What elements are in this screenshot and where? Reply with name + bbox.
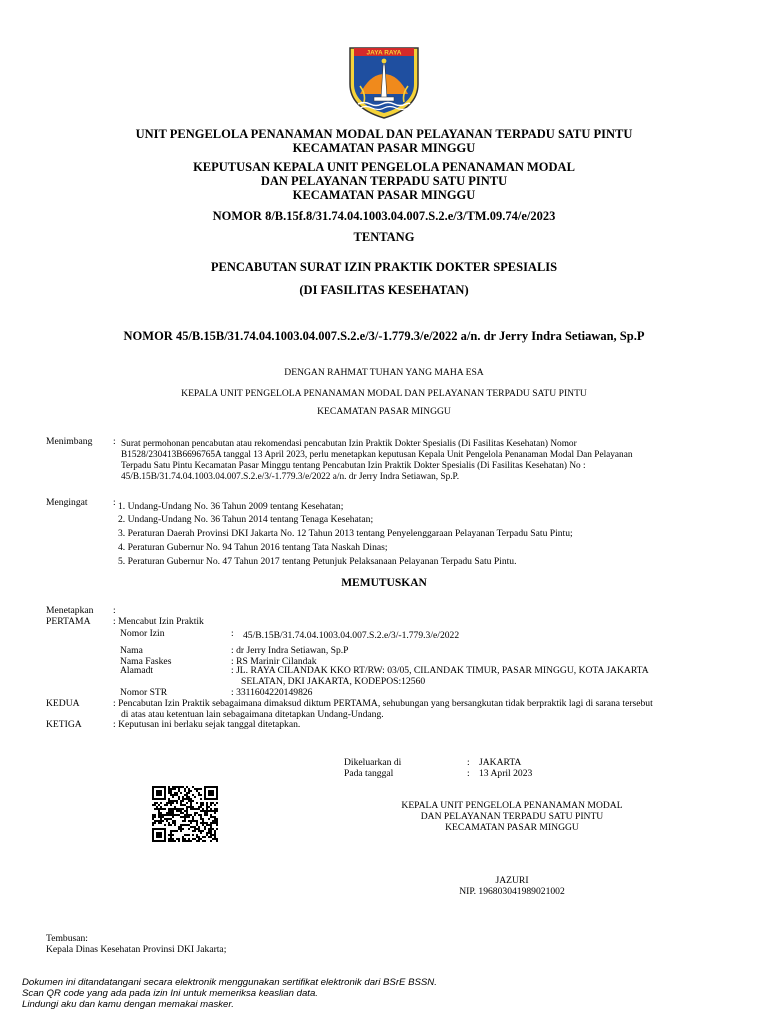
pertama-value: : Mencabut Izin Praktik (113, 616, 204, 627)
kedua-label: KEDUA (46, 698, 80, 709)
tembusan-label: Tembusan: (46, 933, 88, 944)
mengingat-item: 5. Peraturan Gubernur No. 47 Tahun 2017 tentang Petunjuk Pelaksanaan Pelayanan Terpadu Satu Pintu. (118, 556, 517, 567)
signatory-name: JAZURI (495, 875, 529, 886)
mengingat-colon: : (113, 497, 116, 508)
issued-date-colon: : (467, 768, 470, 779)
reference-number: NOMOR 45/B.15B/31.74.04.1003.04.007.S.2.e/3/-1.779.3/e/2022 a/n. dr Jerry Indra Setiawan, Sp.P (123, 329, 645, 343)
kepala-line1: KEPALA UNIT PENGELOLA PENANAMAN MODAL DAN PELAYANAN TERPADU SATU PINTU (181, 388, 587, 399)
menimbang-label: Menimbang (46, 436, 93, 447)
signature-title-line2: DAN PELAYANAN TERPADU SATU PINTU (420, 811, 604, 822)
mengingat-item: 1. Undang-Undang No. 36 Tahun 2009 tentang Kesehatan; (118, 501, 344, 512)
menetapkan-label: Menetapkan (46, 605, 94, 616)
mengingat-item: 3. Peraturan Daerah Provinsi DKI Jakarta No. 12 Tahun 2013 tentang Penyelenggaraan Pelayanan Terpadu Satu Pintu; (118, 528, 573, 539)
kedua-value-line1: : Pencabutan Izin Praktik sebagaimana dimaksud diktum PERTAMA, sehubungan yang bersangkutan tidak berpraktik lagi di sarana tersebut (113, 698, 653, 709)
issued-place-value: JAKARTA (479, 757, 522, 768)
alamat-value-line2: SELATAN, DKI JAKARTA, KODEPOS:12560 (241, 676, 426, 687)
issued-date-label: Pada tanggal (344, 768, 394, 779)
menimbang-line2: B1528/230413B6696765A tanggal 13 April 2023, perlu menetapkan keputusan Kepala Unit Pengelola Penanaman Modal Dan Pelayanan (121, 450, 633, 460)
decree-line2: DAN PELAYANAN TERPADU SATU PINTU (260, 174, 508, 188)
str-value: : 3311604220149826 (231, 687, 313, 698)
signature-title-line3: KECAMATAN PASAR MINGGU (445, 822, 579, 833)
footer-line2: Scan QR code yang ada pada izin Ini untuk memeriksa keaslian data. (22, 988, 318, 999)
mengingat-item: 4. Peraturan Gubernur No. 94 Tahun 2016 tentang Tata Naskah Dinas; (118, 542, 388, 553)
signature-title-line1: KEPALA UNIT PENGELOLA PENANAMAN MODAL (401, 800, 623, 811)
subject-line1: PENCABUTAN SURAT IZIN PRAKTIK DOKTER SPESIALIS (210, 260, 558, 274)
nama-value: : dr Jerry Indra Setiawan, Sp.P (231, 645, 349, 656)
nomor-izin-label: Nomor Izin (120, 628, 165, 639)
emblem-text: JAYA RAYA (366, 49, 402, 57)
footer-line1: Dokumen ini ditandatangani secara elektronik menggunakan sertifikat elektronik dari BSrE BSSN. (22, 977, 437, 988)
issued-place-colon: : (467, 757, 470, 768)
str-label: Nomor STR (120, 687, 168, 698)
nama-label: Nama (120, 645, 143, 656)
issued-date-value: 13 April 2023 (479, 768, 533, 779)
footer-line3: Lindungi aku dan kamu dengan memakai masker. (22, 999, 234, 1010)
jaya-raya-emblem (346, 44, 422, 120)
signatory-nip: NIP. 196803041989021002 (459, 886, 565, 897)
nomor-izin-colon: : (231, 628, 234, 639)
menimbang-colon: : (113, 436, 116, 447)
mengingat-label: Mengingat (46, 497, 88, 508)
verification-qr-code[interactable] (152, 786, 218, 842)
menimbang-line1: Surat permohonan pencabutan atau rekomendasi pencabutan Izin Praktik Dokter Spesialis (Di Fasilitas Kesehatan) Nomor (121, 439, 577, 449)
memutuskan-heading: MEMUTUSKAN (341, 577, 427, 589)
kedua-value-line2: di atas atau ketentuan lain sebagaimana ditetapkan Undang-Undang. (121, 709, 384, 720)
menimbang-line4: 45/B.15B/31.74.04.1003.04.007.S.2.e/3/-1.779.3/e/2022 a/n. dr Jerry Indra Setiawan, Sp.P. (121, 472, 460, 482)
pertama-label: PERTAMA (46, 616, 91, 627)
ketiga-value: : Keputusan ini berlaku sejak tanggal ditetapkan. (113, 719, 301, 730)
subject-line2: (DI FASILITAS KESEHATAN) (299, 283, 469, 297)
mengingat-item: 2. Undang-Undang No. 36 Tahun 2014 tentang Tenaga Kesehatan; (118, 514, 374, 525)
menetapkan-colon: : (113, 605, 116, 616)
alamat-label: Alamadt (120, 665, 154, 676)
org-line1: UNIT PENGELOLA PENANAMAN MODAL DAN PELAYANAN TERPADU SATU PINTU (135, 127, 633, 141)
org-line2: KECAMATAN PASAR MINGGU (292, 141, 476, 155)
decree-number: NOMOR 8/B.15f.8/31.74.04.1003.04.007.S.2.e/3/TM.09.74/e/2023 (212, 209, 556, 223)
faskes-label: Nama Faskes (120, 656, 172, 667)
nomor-izin-value: 45/B.15B/31.74.04.1003.04.007.S.2.e/3/-1.779.3/e/2022 (243, 630, 460, 641)
rahmat-line: DENGAN RAHMAT TUHAN YANG MAHA ESA (284, 367, 484, 378)
issued-place-label: Dikeluarkan di (344, 757, 402, 768)
tentang-heading: TENTANG (353, 230, 415, 244)
menimbang-line3: Terpadu Satu Pintu Kecamatan Pasar Minggu tentang Pencabutan Izin Praktik Dokter Spesialis (Di Fasilitas Kesehatan) No : (121, 461, 586, 471)
decree-line1: KEPUTUSAN KEPALA UNIT PENGELOLA PENANAMAN MODAL (193, 160, 575, 174)
faskes-value: : RS Marinir Cilandak (231, 656, 317, 667)
kepala-line2: KECAMATAN PASAR MINGGU (317, 406, 451, 417)
decree-line3: KECAMATAN PASAR MINGGU (292, 188, 476, 202)
alamat-value-line1: : JL. RAYA CILANDAK KKO RT/RW: 03/05, CILANDAK TIMUR, PASAR MINGGU, KOTA JAKARTA (231, 665, 649, 676)
ketiga-label: KETIGA (46, 719, 82, 730)
tembusan-item: Kepala Dinas Kesehatan Provinsi DKI Jakarta; (46, 944, 227, 955)
